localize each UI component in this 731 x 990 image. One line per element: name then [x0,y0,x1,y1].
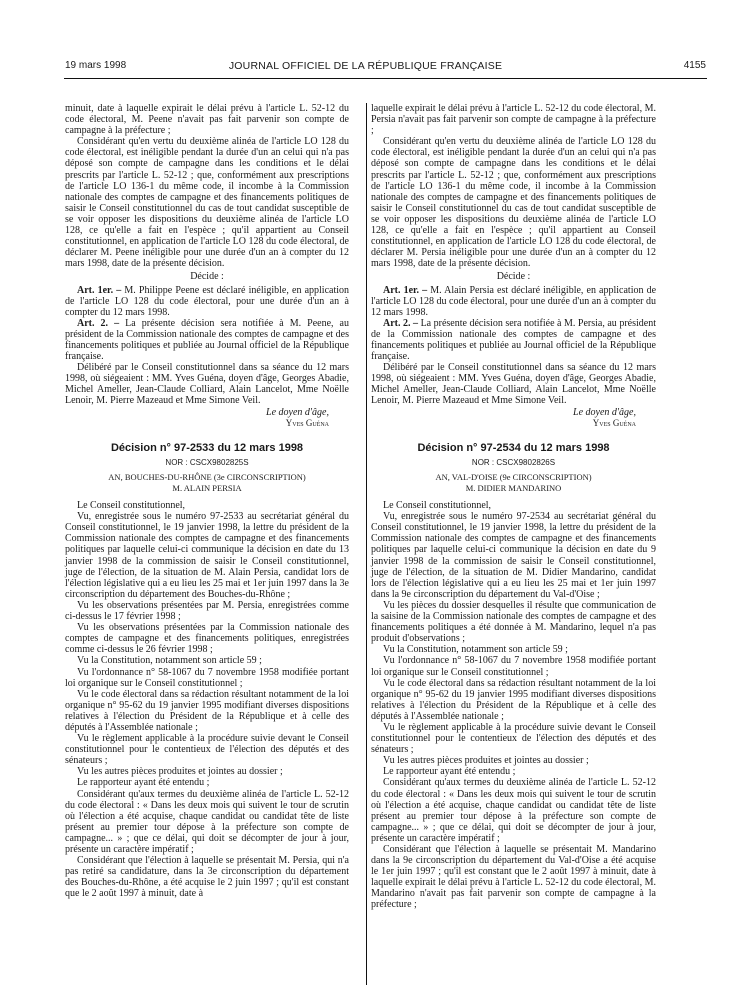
article-label: Art. 2. – [383,317,419,329]
paragraph: Vu la Constitution, notamment son article 59 ; [77,655,262,667]
column-divider [366,103,367,985]
deliberation: Délibéré par le Conseil constitutionnel dans sa séance du 12 mars 1998, où siégeaient : MM. Yves Guéna, doyen d'âge, Georges Abadie, Michel Ameller, Jean-Claude Colliard, Alain Lancelot, Mme Noëlle Lenoir, M. Pierre Mazeaud et Mme Simone Veil. [65,362,349,407]
paragraph: Le Conseil constitutionnel, [77,500,186,512]
paragraph: Considérant que l'élection à laquelle se présentait M. Mandarino dans la 9e circonscription du département du Val-d'Oise a été acquise le 1er juin 1997 ; qu'il est constant que le 2 août 1997 à minuit, date à laquelle expirait le délai prévu à l'article L. 52-12 du code électoral, M. Mandarino n'avait pas fait parvenir son compte de campagne à la préfecture ; [371,844,656,911]
nor-reference: NOR : CSCX9802825S [165,457,249,467]
paragraph: Le Conseil constitutionnel, [383,500,492,512]
right-column [371,103,656,911]
paragraph: Vu le code électoral dans sa rédaction résultant notamment de la loi organique n° 95-62 du 19 janvier 1995 modifiant diverses dispositions relatives à l'élection du Président de la République et à celle des députés à l'Assemblée nationale ; [371,677,656,722]
paragraph: Le rapporteur ayant été entendu ; [383,766,516,778]
candidate-name: M. DIDIER MANDARINO [465,483,562,493]
decide-heading: Décide : [496,271,531,283]
left-column [65,103,349,899]
decide-heading: Décide : [190,271,224,283]
decision-title: Décision n° 97-2534 du 12 mars 1998 [417,441,610,454]
article-1 [65,285,349,318]
header-rule [64,78,707,79]
paragraph: Considérant que l'élection à laquelle se présentait M. Persia, qui n'a pas retiré sa candidature, dans la 3e circonscription du département des Bouches-du-Rhône, a été acquise le 2 juin 1997 ; qu'il est constant que le 2 août 1997 à minuit, date à [65,855,349,900]
signature-name: Yves Guéna [592,417,636,428]
article-label: Art. 1er. – [383,284,428,296]
paragraph: Vu les observations présentées par la Commission nationale des comptes de campagne et des financements politiques, enregistrées comme ci-dessus le 26 février 1998 ; [65,622,349,656]
decision-title: Décision n° 97-2533 du 12 mars 1998 [110,441,304,454]
paragraph: Vu les observations présentées par M. Persia, enregistrées comme ci-dessus le 17 février 1998 ; [65,599,349,623]
paragraph: Vu l'ordonnance n° 58-1067 du 7 novembre 1958 modifiée portant loi organique sur le Conseil constitutionnel ; [371,655,656,678]
paragraph: Considérant qu'en vertu du deuxième alinéa de l'article LO 128 du code électoral, est inéligible pendant la durée d'un an celui qui n'a pas déposé son compte de campagne dans les conditions et le délai prescrits par l'article L. 52-12 ; que, conformément aux prescriptions de l'article LO 136-1 du même code, il incombe à la Commission nationale des comptes de campagne et des financements politiques de saisir le Conseil constitutionnel du cas de tout candidat susceptible de se voir opposer les dispositions du deuxième alinéa de l'article LO 128, ce qu'elle a fait en l'espèce ; qu'il appartient au Conseil constitutionnel, en application de l'article LO 128 du code électoral, de déclarer M. Persia inéligible pour une durée d'un an à compter du 12 mars 1998, date de la présente décision. [371,136,656,270]
paragraph: minuit, date à laquelle expirait le délai prévu à l'article L. 52-12 du code électoral, M. Peene n'avait pas fait parvenir son compte de campagne à la préfecture ; [65,103,349,137]
paragraph: Vu les autres pièces produites et jointes au dossier ; [383,755,589,767]
candidate-name: M. ALAIN PERSIA [172,483,242,493]
article-2 [65,318,349,362]
article-text: M. Philippe Peene est déclaré inéligible, en application de l'article LO 128 du code électoral, pour une durée d'un an à compter du 12 mars 1998. [65,284,349,318]
paragraph: Vu le règlement applicable à la procédure suivie devant le Conseil constitutionnel pour le contentieux de l'élection des députés et des sénateurs ; [65,733,349,767]
article-label: Art. 1er. – [77,284,122,296]
page-number: 4155 [683,60,706,71]
signature-name: Yves Guéna [285,417,329,428]
constituency: AN, VAL-D'OISE (9e CIRCONSCRIPTION) [435,471,592,482]
article-2 [371,318,656,362]
article-text: La présente décision sera notifiée à M. Peene, au président de la Commission nationale des comptes de campagne et des financements politiques et publiée au Journal officiel de la République française. [65,317,349,363]
paragraph: Considérant qu'aux termes du deuxième alinéa de l'article L. 52-12 du code électoral : « Dans les deux mois qui suivent le tour de scrutin où l'élection a été acquise, chaque candidat ou candidat tête de liste présent au premier tour dépose à la préfecture son compte de campagne... » ; que ce délai, qui doit se décompter de jour à jour, présente un caractère impératif ; [65,788,349,855]
signature-role: Le doyen d'âge, [266,406,329,418]
signature-role: Le doyen d'âge, [573,406,636,418]
paragraph: Vu la Constitution, notamment son article 59 ; [383,644,568,656]
paragraph: Vu le code électoral dans sa rédaction résultant notamment de la loi organique n° 95-62 du 19 janvier 1995 modifiant diverses dispositions relatives à l'élection du Président de la République et à celle des députés à l'Assemblée nationale ; [65,688,349,733]
paragraph: Vu les pièces du dossier desquelles il résulte que communication de la saisine de la Commission nationale des comptes de campagne et des financements politiques a été donnée à M. Mandarino, lequel n'a pas produit d'observations ; [371,599,656,645]
journal-title: JOURNAL OFFICIEL DE LA RÉPUBLIQUE FRANÇAISE [228,60,503,72]
paragraph: Vu, enregistrée sous le numéro 97-2533 au secrétariat général du Conseil constitutionnel, le 19 janvier 1998, la lettre du président de la Commission nationale des comptes de campagne et des financements politiques par laquelle celui-ci communique la décision en date du 13 janvier 1998 de la commission de saisir le Conseil constitutionnel, juge de l'élection, de la situation de M. Alain Persia, candidat lors de l'élection législative qui a eu lieu les 25 mai et 1er juin 1997 dans la 3e circonscription du département des Bouches-du-Rhône ; [65,511,349,600]
article-label: Art. 2. – [77,317,120,329]
nor-reference: NOR : CSCX9802826S [471,457,556,467]
article-text: La présente décision sera notifiée à M. Persia, au président de la Commission nationale des comptes de campagne et des financements politiques et publiée au Journal officiel de la République française. [371,317,656,363]
paragraph: Vu les autres pièces produites et jointes au dossier ; [77,766,283,778]
paragraph: laquelle expirait le délai prévu à l'article L. 52-12 du code électoral, M. Persia n'avait pas fait parvenir son compte de campagne à la préfecture ; [371,103,656,137]
article-1 [371,285,656,318]
paragraph: Vu le règlement applicable à la procédure suivie devant le Conseil constitutionnel pour le contentieux de l'élection des députés et des sénateurs ; [371,721,656,756]
paragraph: Considérant qu'en vertu du deuxième alinéa de l'article LO 128 du code électoral, est inéligible pendant la durée d'un an celui qui n'a pas déposé son compte de campagne dans les conditions et le délai prescrits par l'article L. 52-12 ; que, conformément aux prescriptions de l'article LO 136-1 du même code, il incombe à la Commission nationale des comptes de campagne et des financements politiques de saisir le Conseil constitutionnel du cas de tout candidat susceptible de se voir opposer les dispositions du deuxième alinéa de l'article LO 128, ce qu'elle a fait en l'espèce ; qu'il appartient au Conseil constitutionnel, en application de l'article LO 128 du code électoral, de déclarer M. Peene inéligible pour une durée d'un an à compter du 12 mars 1998, date de la présente décision. [65,136,349,270]
paragraph: Considérant qu'aux termes du deuxième alinéa de l'article L. 52-12 du code électoral : « Dans les deux mois qui suivent le tour de scrutin où l'élection a été acquise, chaque candidat ou candidat tête de liste présent au premier tour dépose à la préfecture son compte de campagne... » ; que ce délai, qui doit se décompter de jour à jour, présente un caractère impératif ; [371,777,656,844]
page-header [0,0,731,72]
paragraph: Vu l'ordonnance n° 58-1067 du 7 novembre 1958 modifiée portant loi organique sur le Conseil constitutionnel ; [65,666,349,689]
deliberation: Délibéré par le Conseil constitutionnel dans sa séance du 12 mars 1998, où siégeaient : MM. Yves Guéna, doyen d'âge, Georges Abadie, Michel Ameller, Jean-Claude Colliard, Alain Lancelot, Mme Noëlle Lenoir, M. Pierre Mazeaud et Mme Simone Veil. [371,362,656,407]
paragraph: Vu, enregistrée sous le numéro 97-2534 au secrétariat général du Conseil constitutionnel, le 19 janvier 1998, la lettre du président de la Commission nationale des comptes de campagne et des financements politiques par laquelle celui-ci communique la décision en date du 9 janvier 1998 de la commission de saisir le Conseil constitutionnel, juge de l'élection, de la situation de M. Didier Mandarino, candidat lors de l'élection législative qui a eu lieu les 25 mai et 1er juin 1997 dans la 9e circonscription du département du Val-d'Oise ; [371,511,656,600]
paragraph: Le rapporteur ayant été entendu ; [77,777,210,789]
article-text: M. Alain Persia est déclaré inéligible, en application de l'article LO 128 du code électoral, pour une durée d'un an à compter du 12 mars 1998. [371,284,657,318]
issue-date: 19 mars 1998 [65,60,127,71]
constituency: AN, BOUCHES-DU-RHÔNE (3e CIRCONSCRIPTION) [108,471,306,482]
